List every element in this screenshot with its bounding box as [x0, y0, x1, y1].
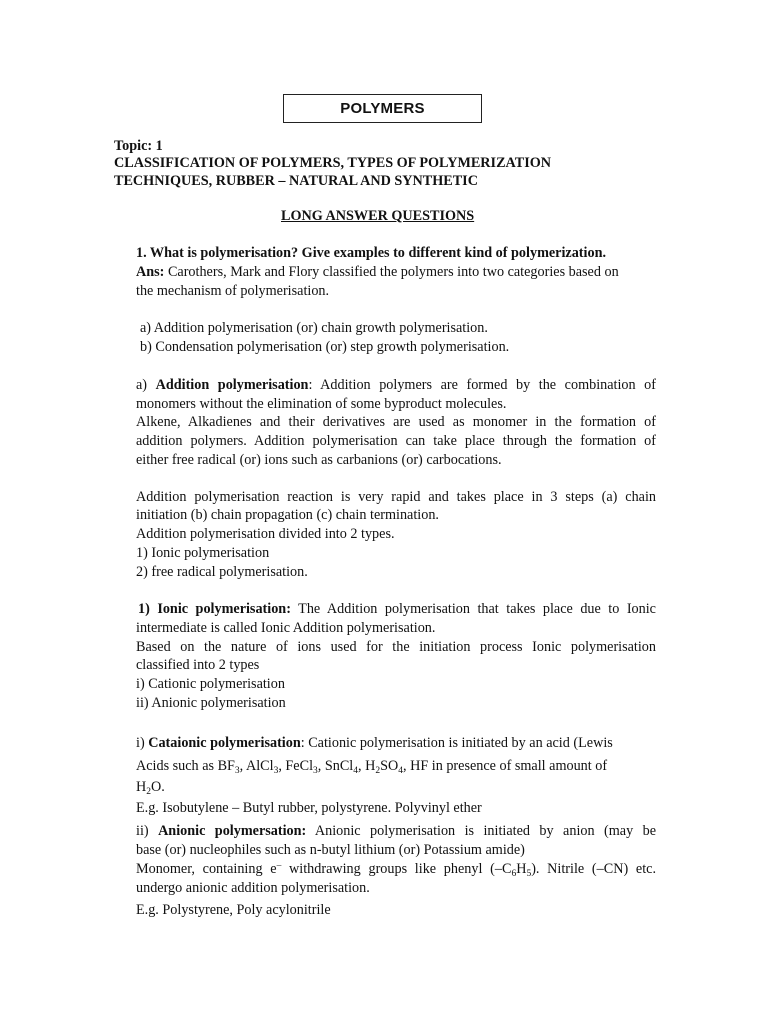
steps-line3: Addition polymerisation divided into 2 types.: [136, 526, 395, 542]
answer-line1: [136, 263, 619, 282]
addition-line5: either free radical (or) ions such as carbanions (or) carbocations.: [136, 452, 502, 468]
cationic-example: E.g. Isobutylene – Butyl rubber, polystyrene. Polyvinyl ether: [136, 800, 482, 816]
title-box: [283, 94, 482, 123]
cationic-prefix: i): [136, 735, 149, 751]
ionic-line1: [138, 600, 656, 619]
ionic-term: 1) Ionic polymerisation:: [138, 601, 291, 617]
question-1: 1. What is polymerisation? Give examples to different kind of polymerization.: [136, 245, 607, 261]
addition-line1: [136, 376, 656, 395]
ionic-def: The Addition polymerisation that takes place due to Ionic: [290, 601, 656, 617]
section-title: LONG ANSWER QUESTIONS: [281, 208, 475, 224]
addition-prefix: a): [136, 377, 156, 393]
steps-type1: 1) Ionic polymerisation: [136, 545, 270, 561]
steps-line2: initiation (b) chain propagation (c) chain termination.: [136, 507, 439, 523]
cationic-def: : Cationic polymerisation is initiated by an acid (Lewis: [300, 735, 613, 751]
answer-line2: the mechanism of polymerisation.: [136, 283, 330, 299]
steps-line1: Addition polymerisation reaction is very rapid and takes place in 3 steps (a) chain: [136, 489, 656, 505]
ionic-type2: ii) Anionic polymerisation: [136, 695, 286, 711]
addition-line3: Alkene, Alkadienes and their derivatives are used as monomer in the formation of: [136, 414, 656, 430]
topic-heading-line1: CLASSIFICATION OF POLYMERS, TYPES OF POLYMERIZATION: [114, 155, 551, 171]
category-a: a) Addition polymerisation (or) chain growth polymerisation.: [140, 320, 488, 336]
page-title: POLYMERS: [340, 100, 425, 117]
cationic-term: Cataionic polymerisation: [148, 735, 301, 751]
anionic-example: E.g. Polystyrene, Poly acylonitrile: [136, 902, 331, 918]
anionic-line1: [136, 822, 656, 841]
anionic-term: Anionic polymersation:: [158, 823, 307, 839]
ans-label: Ans:: [136, 264, 165, 280]
ionic-line4: classified into 2 types: [136, 657, 260, 673]
addition-def: : Addition polymers are formed by the combination of: [308, 377, 656, 393]
topic-heading-line2: TECHNIQUES, RUBBER – NATURAL AND SYNTHETIC: [114, 173, 478, 189]
cationic-line2: Acids such as $BF_3$, AlCl$_3$, FeCl$_3$, SnCl$_4$, $H_2SO_4$, HF in presence of small amount of: [136, 758, 608, 776]
ionic-line3: Based on the nature of ions used for the initiation process Ionic polymerisation: [136, 639, 656, 655]
cationic-line1: [136, 734, 613, 753]
anionic-line2: base (or) nucleophiles such as n-butyl lithium (or) Potassium amide): [136, 842, 525, 858]
ans-text: Carothers, Mark and Flory classified the polymers into two categories based on: [164, 264, 619, 280]
ionic-type1: i) Cationic polymerisation: [136, 676, 285, 692]
addition-line2: monomers without the elimination of some byproduct molecules.: [136, 396, 507, 412]
cationic-line3: $H_2O$.: [136, 779, 165, 797]
ionic-line2: intermediate is called Ionic Addition polymerisation.: [136, 620, 436, 636]
anionic-prefix: ii): [136, 823, 159, 839]
addition-line4: addition polymers. Addition polymerisation can take place through the formation of: [136, 433, 656, 449]
anionic-line4: undergo anionic addition polymerisation.: [136, 880, 370, 896]
category-b: b) Condensation polymerisation (or) step growth polymerisation.: [140, 339, 510, 355]
steps-type2: 2) free radical polymerisation.: [136, 564, 308, 580]
topic-label: Topic: 1: [114, 138, 163, 154]
addition-term: Addition polymerisation: [155, 377, 309, 393]
anionic-line3: Monomer, containing e– withdrawing groups like phenyl $(-C_6H_5)$. Nitrile (–CN) etc.: [136, 861, 656, 879]
anionic-def: Anionic polymerisation is initiated by anion (may be: [306, 823, 656, 839]
